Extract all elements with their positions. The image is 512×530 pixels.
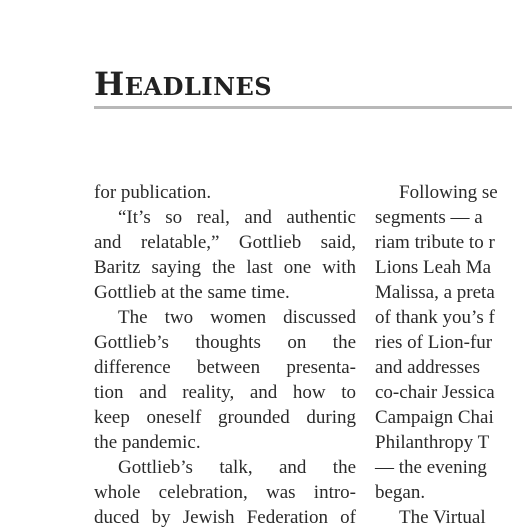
section-header-initial: H [94,65,125,103]
text-line: for publication. [94,182,212,203]
text-line: riam tribute to r [375,232,495,253]
text-line: whole celebration, was intro- [94,482,356,503]
text-line: Gottlieb’s talk, and the [118,457,356,478]
section-header-title: EADLINES [124,72,273,101]
text-line: co-chair Jessica [375,382,495,403]
text-line: and relatable,” Gottlieb said, [94,232,356,253]
text-line: Following se [399,182,498,203]
text-line: began. [375,482,426,503]
text-line: keep oneself grounded during [94,407,356,428]
text-line: Philanthropy T [375,432,490,453]
text-line: The two women discussed [118,307,356,328]
right-column [375,180,512,530]
section-header [94,65,273,103]
text-line: Lions Leah Ma [375,257,492,278]
text-line: The Virtual [399,507,486,528]
text-line: duced by Jewish Federation of [94,507,356,528]
text-line: segments — a [375,207,483,228]
text-line: and addresses [375,357,480,378]
text-line: the pandemic. [94,432,201,453]
text-line: Campaign Chai [375,407,494,428]
text-line: Baritz saying the last one with [94,257,356,278]
text-line: ries of Lion-fur [375,332,493,353]
text-line: difference between presenta- [94,357,356,378]
text-line: Gottlieb’s thoughts on the [94,332,356,353]
left-column [94,180,356,530]
header-rule [94,106,512,109]
text-line: tion and reality, and how to [94,382,356,403]
text-line: Gottlieb at the same time. [94,282,290,303]
text-line: Malissa, a preta [375,282,495,303]
text-line: of thank you’s f [375,307,495,328]
text-line: — the evening [375,457,487,478]
text-line: “It’s so real, and authentic [118,207,356,228]
